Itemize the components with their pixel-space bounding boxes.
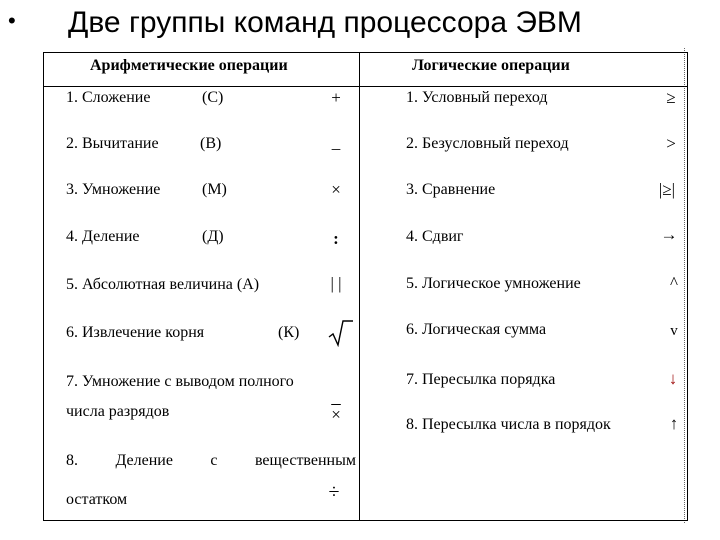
logical-and-symbol: ^ xyxy=(670,273,678,292)
arith-label-8-word-4: вещественным xyxy=(254,452,356,469)
arith-label-1: 1. Сложение xyxy=(66,89,151,106)
unconditional-jump-symbol: > xyxy=(666,134,676,153)
bullet-marker: • xyxy=(8,8,16,33)
divide-colon-symbol: : xyxy=(333,229,339,248)
arith-label-3: 3. Умножение xyxy=(66,181,161,198)
arith-code-2: (В) xyxy=(200,135,222,152)
arith-label-5: 5. Абсолютная величина (А) xyxy=(66,276,260,293)
arith-label-8-word-1: 8. xyxy=(66,452,78,469)
arith-code-3: (М) xyxy=(202,181,227,198)
conditional-jump-symbol: ≥ xyxy=(666,88,676,107)
square-root-icon xyxy=(328,319,354,347)
arith-label-8-word-3: с xyxy=(210,452,218,469)
minus-symbol: _ xyxy=(331,133,341,152)
logic-label-1: 1. Условный переход xyxy=(406,89,548,106)
header-logical: Логические операции xyxy=(412,57,570,74)
shift-arrow-icon: → xyxy=(660,225,678,244)
arith-code-1: (С) xyxy=(202,89,224,106)
arith-label-6: 6. Извлечение корня xyxy=(66,324,205,341)
logic-label-5: 5. Логическое умножение xyxy=(406,275,581,292)
slide-header xyxy=(0,0,720,50)
full-multiply-symbol: × xyxy=(331,405,341,424)
absolute-value-symbol: | | xyxy=(330,274,342,293)
logic-label-7: 7. Пересылка порядка xyxy=(406,371,556,388)
column-divider xyxy=(359,53,360,520)
arith-label-8-word-2: Деление xyxy=(115,452,173,469)
arith-label-7-line2: числа разрядов xyxy=(66,403,170,420)
compare-symbol: |≥| xyxy=(658,180,676,199)
arith-label-4: 4. Деление xyxy=(66,228,140,245)
arith-code-4: (Д) xyxy=(202,228,224,245)
header-arithmetic: Арифметические операции xyxy=(90,57,288,74)
slide-title: Две группы команд процессора ЭВМ xyxy=(68,6,582,39)
arith-label-7-line1: 7. Умножение с выводом полного xyxy=(66,373,294,390)
plus-symbol: + xyxy=(331,88,341,107)
logic-label-4: 4. Сдвиг xyxy=(406,228,464,245)
order-transfer-arrow-icon: ↓ xyxy=(668,369,678,388)
header-divider xyxy=(44,86,687,87)
operations-table xyxy=(43,52,688,521)
logic-label-2: 2. Безусловный переход xyxy=(406,135,569,152)
logic-label-8: 8. Пересылка числа в порядок xyxy=(406,416,611,433)
real-divide-symbol: ÷ xyxy=(328,481,340,503)
logical-or-symbol: v xyxy=(670,323,678,339)
logic-label-3: 3. Сравнение xyxy=(406,181,496,198)
arith-code-6: (К) xyxy=(278,324,300,341)
arith-label-8-line1 xyxy=(66,452,356,470)
number-to-order-arrow-icon: ↑ xyxy=(669,414,679,433)
arith-label-8-line2: остатком xyxy=(66,491,128,508)
arith-label-2: 2. Вычитание xyxy=(66,135,159,152)
logic-label-6: 6. Логическая сумма xyxy=(406,321,547,338)
multiply-symbol: × xyxy=(331,180,341,199)
